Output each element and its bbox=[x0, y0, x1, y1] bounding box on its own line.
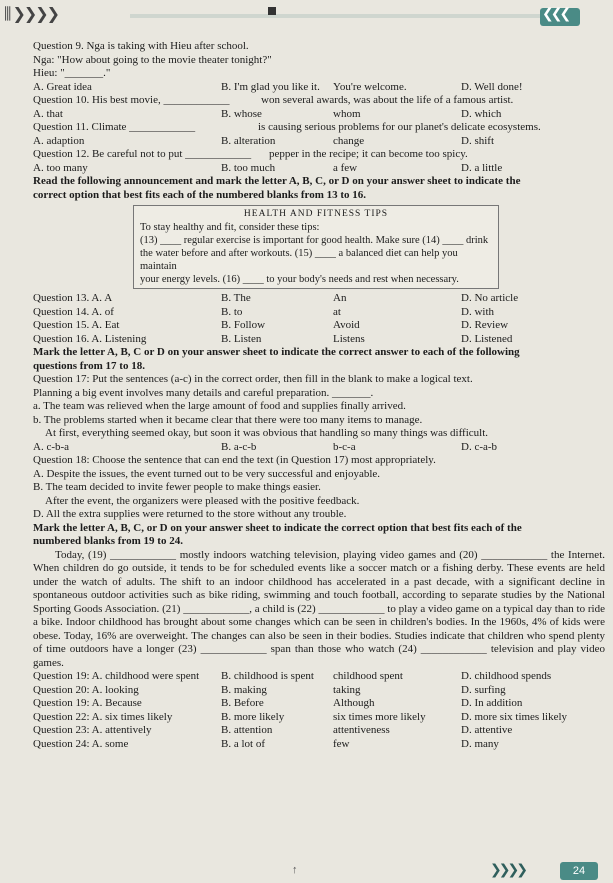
q14-options: Question 14. A. of B. to at D. with bbox=[33, 305, 494, 318]
q17-sentence-a: a. The team was relieved when the large amount of food and supplies finally arrived. bbox=[33, 400, 406, 412]
q11-option-a: A. adaption bbox=[33, 134, 85, 147]
q23-options: Question 23: A. attentively B. attention attentiveness D. attentive bbox=[33, 724, 513, 736]
q9-option-c: You're welcome. bbox=[333, 80, 407, 93]
q12-option-d: D. a little bbox=[461, 161, 503, 174]
q17-intro: Planning a big event involves many details and careful preparation. _______. bbox=[33, 386, 374, 399]
q12-option-b: B. too much bbox=[221, 161, 276, 174]
q17-sentence-b: b. The problems started when it became clear that there were too many items to manage. bbox=[33, 413, 423, 426]
q21-options: Question 19: A. Because B. Before Although D. In addition bbox=[33, 697, 523, 709]
q9-option-a: A. Great idea bbox=[33, 80, 92, 93]
q10-options bbox=[33, 108, 605, 122]
footer-arrows-icon: ❯❯❯❯ bbox=[490, 862, 525, 878]
q11-option-d: D. shift bbox=[461, 134, 494, 147]
q15-options: Question 15. A. Eat B. Follow Avoid D. Review bbox=[33, 319, 509, 331]
q10-option-b: B. whose bbox=[221, 107, 262, 120]
q10-option-c: whom bbox=[333, 107, 361, 120]
instruction-13-16-line2: correct option that best fits each of the numbered blanks from 13 to 16. bbox=[33, 188, 367, 201]
q18-option-d: D. All the extra supplies were returned to the store without any trouble. bbox=[33, 508, 347, 520]
q9-options bbox=[33, 81, 605, 95]
top-banner bbox=[0, 0, 613, 30]
q10-stem: Question 10. His best movie, ____________ won several awards, was about the life of a famous artist. bbox=[33, 94, 514, 106]
q11-stem: Question 11. Climate ____________ is causing serious problems for our planet's delicate ecosystems. bbox=[33, 121, 541, 133]
q9-line1: Question 9. Nga is taking with Hieu after school. bbox=[33, 40, 249, 52]
q9-line2: Nga: "How about going to the movie theater tonight?" bbox=[33, 53, 272, 66]
instruction-17-18-line1: Mark the letter A, B, C or D on your answer sheet to indicate the correct answer to each of the following bbox=[33, 346, 520, 358]
q11-option-b: B. alteration bbox=[221, 134, 276, 147]
q24-options: Question 24: A. some B. a lot of few D. many bbox=[33, 737, 499, 750]
q11-options bbox=[33, 135, 605, 149]
q18-option-c: After the event, the organizers were pleased with the positive feedback. bbox=[45, 494, 360, 507]
q18-stem: Question 18: Choose the sentence that can end the text (in Question 17) most appropriately. bbox=[33, 454, 436, 466]
q16-options: Question 16. A. Listening B. Listen Listens D. Listened bbox=[33, 332, 513, 345]
instruction-13-16-line1: Read the following announcement and mark the letter A, B, C, or D on your answer sheet to indicate the bbox=[33, 175, 521, 187]
bottom-banner bbox=[0, 860, 613, 883]
instruction-19-24-line1: Mark the letter A, B, C, or D on your answer sheet to indicate the correct option that best fits each of the bbox=[33, 521, 522, 534]
box-line4: your energy levels. (16) ____ to your body's needs and rest when necessary. bbox=[140, 274, 459, 285]
q11-option-c: change bbox=[333, 134, 365, 147]
q18-option-b: B. The team decided to invite fewer people to make things easier. bbox=[33, 481, 321, 493]
q12-options bbox=[33, 162, 605, 176]
q18-option-a: A. Despite the issues, the event turned out to be very successful and enjoyable. bbox=[33, 467, 381, 480]
box-line1: To stay healthy and fit, consider these tips: bbox=[140, 222, 320, 233]
banner-stripe bbox=[130, 14, 550, 18]
square-icon bbox=[268, 7, 276, 15]
box-heading: HEALTH AND FITNESS TIPS bbox=[243, 209, 389, 219]
q10-option-a: A. that bbox=[33, 107, 63, 120]
reading-passage: Today, (19) ____________ mostly indoors watching television, playing video games and (20) ____________ the Internet. When children do go outside, it tends to be for scheduled events like a soccer match or a fishing derby. These events are held under the watch of adults. The shift to an indoor childhood has accelerated in a past decade, with a significant decline in spontaneous outdoor activities such as bike riding, swimming and touch football, according to separate studies by the National Sporting Goods Association. (21) ____________, a child is (22) ____________ to play a video game on a typical day than to ride a bike. Indoor childhood has brought about some changes which can be seen in children's bodies. In the 1960s, 4% of kids were obese. Today, 16% are overweight. The changes can also be seen in their bodies. Studies indicate that children who spend plenty of time outdoors have a longer (23) ____________ span than those who watch (24) ____________ television and play video games. bbox=[33, 548, 605, 669]
box-line3: the water before and after workouts. (15) ____ a balanced diet can help you maintain bbox=[140, 248, 458, 272]
box-line2: (13) ____ regular exercise is important for good health. Make sure (14) ____ drink bbox=[140, 235, 489, 246]
q22-options: Question 22: A. six times likely B. more likely six times more likely D. more six times likely bbox=[33, 710, 568, 723]
worksheet-content bbox=[33, 40, 605, 751]
q13-options: Question 13. A. A B. The An D. No article bbox=[33, 292, 519, 304]
arrow-up-icon: ↑ bbox=[292, 864, 298, 876]
q9-option-d: D. Well done! bbox=[461, 80, 523, 93]
instruction-19-24-line2: numbered blanks from 19 to 24. bbox=[33, 535, 183, 547]
q10-option-d: D. which bbox=[461, 107, 502, 120]
q17-sentence-c: At first, everything seemed okay, but soon it was obvious that handling so many things was difficult. bbox=[45, 427, 488, 439]
q19-options: Question 19: A. childhood were spent B. childhood is spent childhood spent D. childhood spends bbox=[33, 670, 552, 682]
health-tips-box bbox=[133, 205, 499, 289]
q12-option-c: a few bbox=[333, 161, 358, 174]
q17-stem: Question 17: Put the sentences (a-c) in the correct order, then fill in the blank to make a logical text. bbox=[33, 373, 473, 385]
q12-stem: Question 12. Be careful not to put ____________ pepper in the recipe; it can become too spicy. bbox=[33, 148, 468, 160]
q17-options: A. c-b-a B. a-c-b b-c-a D. c-a-b bbox=[33, 440, 498, 453]
page-number: 24 bbox=[560, 862, 598, 880]
q20-options: Question 20: A. looking B. making taking D. surfing bbox=[33, 683, 506, 696]
q9-line3: Hieu: "_______." bbox=[33, 67, 111, 79]
q12-option-a: A. too many bbox=[33, 161, 88, 174]
right-arrows-icon: ❮❮❮ bbox=[542, 6, 569, 22]
instruction-17-18-line2: questions from 17 to 18. bbox=[33, 359, 145, 372]
q9-option-b: B. I'm glad you like it. bbox=[221, 80, 320, 93]
left-arrows-icon: ⫼ ❯❯❯❯ bbox=[4, 4, 59, 23]
